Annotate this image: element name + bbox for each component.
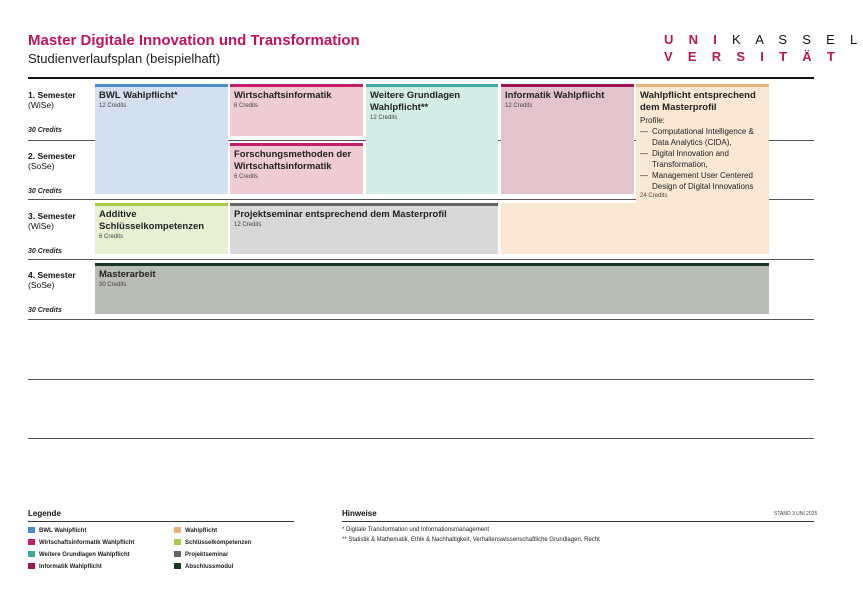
module-credits: 12 Credits bbox=[99, 103, 127, 109]
module-wirtschaftsinformatik[interactable] bbox=[230, 84, 363, 136]
profile-list bbox=[640, 126, 765, 192]
legend-label: Schlüsselkompetenzen bbox=[185, 540, 252, 546]
module-credits: 30 Credits bbox=[99, 282, 127, 288]
legend-label: BWL Wahlpflicht bbox=[39, 528, 87, 534]
grid-line-empty-2 bbox=[28, 438, 814, 439]
semester-2-credits: 30 Credits bbox=[28, 188, 62, 195]
logo-versit: V E R S I T bbox=[664, 49, 793, 64]
legend-swatch bbox=[28, 551, 35, 557]
legend-label: Projektseminar bbox=[185, 552, 229, 558]
legend-label: Abschlussmodul bbox=[185, 564, 234, 570]
legend-swatch bbox=[174, 563, 181, 569]
module-credits: 6 Credits bbox=[234, 174, 259, 180]
legend-item-inf bbox=[28, 563, 102, 570]
legend-swatch bbox=[28, 539, 35, 545]
legend-item-ab bbox=[174, 563, 233, 570]
legend-swatch bbox=[28, 527, 35, 533]
module-title: Wirtschaftsinformatik bbox=[234, 90, 332, 101]
hinweise-heading: Hinweise bbox=[342, 509, 377, 518]
module-title: Informatik Wahlpflicht bbox=[505, 90, 605, 101]
module-wahlpflicht-masterprofil-continued[interactable] bbox=[501, 203, 769, 254]
semester-term: (SoSe) bbox=[28, 161, 55, 171]
legend-label: Wirtschaftsinformatik Wahlpflicht bbox=[39, 540, 135, 546]
legend-label: Weitere Grundlagen Wahlpflicht bbox=[39, 552, 130, 558]
module-color-bar bbox=[501, 84, 634, 87]
semester-name: 4. Semester bbox=[28, 270, 76, 280]
legend-item-wahlpflicht bbox=[174, 527, 217, 534]
legend-item-wg bbox=[28, 551, 130, 558]
module-credits: 12 Credits bbox=[505, 103, 533, 109]
profiles-label: Profile: bbox=[640, 116, 665, 125]
module-informatik-wahlpflicht[interactable] bbox=[501, 84, 634, 194]
legend-item-bwl bbox=[28, 527, 86, 534]
grid-line-empty-1 bbox=[28, 379, 814, 380]
logo-kassel: K A S S E L bbox=[732, 32, 863, 47]
legend-divider bbox=[28, 521, 294, 522]
semester-1-label bbox=[28, 90, 76, 110]
module-color-bar bbox=[95, 263, 769, 266]
module-title: Masterarbeit bbox=[99, 269, 156, 280]
module-wahlpflicht-masterprofil[interactable] bbox=[636, 84, 769, 204]
legend-heading: Legende bbox=[28, 509, 61, 518]
legend-label: Informatik Wahlpflicht bbox=[39, 564, 102, 570]
semester-term: (SoSe) bbox=[28, 280, 55, 290]
module-title: Projektseminar entsprechend dem Masterprofil bbox=[234, 209, 447, 220]
semester-name: 1. Semester bbox=[28, 90, 76, 100]
legend-item-wi bbox=[28, 539, 134, 546]
module-credits: 12 Credits bbox=[234, 222, 262, 228]
module-color-bar bbox=[95, 203, 228, 206]
semester-term: (WiSe) bbox=[28, 221, 54, 231]
module-color-bar bbox=[636, 84, 769, 87]
page-subtitle: Studienverlaufsplan (beispielhaft) bbox=[28, 51, 221, 66]
hinweis-note-2: ** Statistik & Mathematik, Ethik & Nachhaltigkeit, Verhaltenswissenschaftliche Grundlagen, Recht bbox=[342, 537, 600, 543]
module-schluesselkompetenzen[interactable] bbox=[95, 203, 228, 254]
legend-label: Wahlpflicht bbox=[185, 528, 218, 534]
legend-item-ps bbox=[174, 551, 228, 558]
module-color-bar bbox=[230, 143, 363, 146]
semester-2-label bbox=[28, 151, 76, 171]
semester-3-credits: 30 Credits bbox=[28, 248, 62, 255]
module-title: Additive Schlüsselkompetenzen bbox=[99, 209, 205, 232]
grid-line-sem3 bbox=[28, 259, 814, 260]
legend-swatch bbox=[28, 563, 35, 569]
module-title: Wahlpflicht entsprechend dem Masterprofil bbox=[640, 90, 756, 113]
module-color-bar bbox=[366, 84, 498, 87]
module-credits: 6 Credits bbox=[99, 234, 124, 240]
stand-label: STAND 3 UNI 2025 bbox=[774, 511, 818, 517]
logo-uni: U N I bbox=[664, 32, 723, 47]
hinweise-divider bbox=[342, 521, 814, 522]
legend-swatch bbox=[174, 551, 181, 557]
semester-1-credits: 30 Credits bbox=[28, 127, 62, 134]
grid-top-rule bbox=[28, 77, 814, 79]
module-credits: 6 Credits bbox=[234, 103, 259, 109]
module-credits: 12 Credits bbox=[370, 115, 398, 121]
module-title: Forschungsmethoden der Wirtschaftsinformatik bbox=[234, 149, 352, 172]
semester-4-credits: 30 Credits bbox=[28, 307, 62, 314]
module-forschungsmethoden[interactable] bbox=[230, 143, 363, 194]
legend-swatch bbox=[174, 527, 181, 533]
module-color-bar bbox=[95, 84, 228, 87]
module-color-bar bbox=[230, 84, 363, 87]
legend-swatch bbox=[174, 539, 181, 545]
module-weitere-grundlagen[interactable] bbox=[366, 84, 498, 194]
semester-4-label bbox=[28, 270, 76, 290]
page-title: Master Digitale Innovation und Transformation bbox=[28, 32, 360, 49]
profile-item: — Digital Innovation and Transformation, bbox=[640, 148, 765, 170]
profile-item: — Computational Intelligence & Data Analytics (CIDA), bbox=[640, 126, 765, 148]
module-title: BWL Wahlpflicht* bbox=[99, 90, 178, 101]
semester-3-label bbox=[28, 211, 76, 231]
semester-term: (WiSe) bbox=[28, 100, 54, 110]
module-credits: 24 Credits bbox=[640, 193, 668, 199]
legend-item-sk bbox=[174, 539, 251, 546]
module-color-bar bbox=[230, 203, 498, 206]
university-logo bbox=[664, 32, 863, 66]
grid-line-sem4 bbox=[28, 319, 814, 320]
logo-aet: Ä T bbox=[802, 49, 841, 64]
profile-item: — Management User Centered Design of Digital Innovations bbox=[640, 170, 765, 192]
module-title: Weitere Grundlagen Wahlpflicht** bbox=[370, 90, 461, 113]
module-masterarbeit[interactable] bbox=[95, 263, 769, 314]
module-bwl-wahlpflicht[interactable] bbox=[95, 84, 228, 194]
semester-name: 2. Semester bbox=[28, 151, 76, 161]
module-projektseminar[interactable] bbox=[230, 203, 498, 254]
hinweis-note-1: * Digitale Transformation und Informationsmanagement bbox=[342, 527, 490, 533]
semester-name: 3. Semester bbox=[28, 211, 76, 221]
